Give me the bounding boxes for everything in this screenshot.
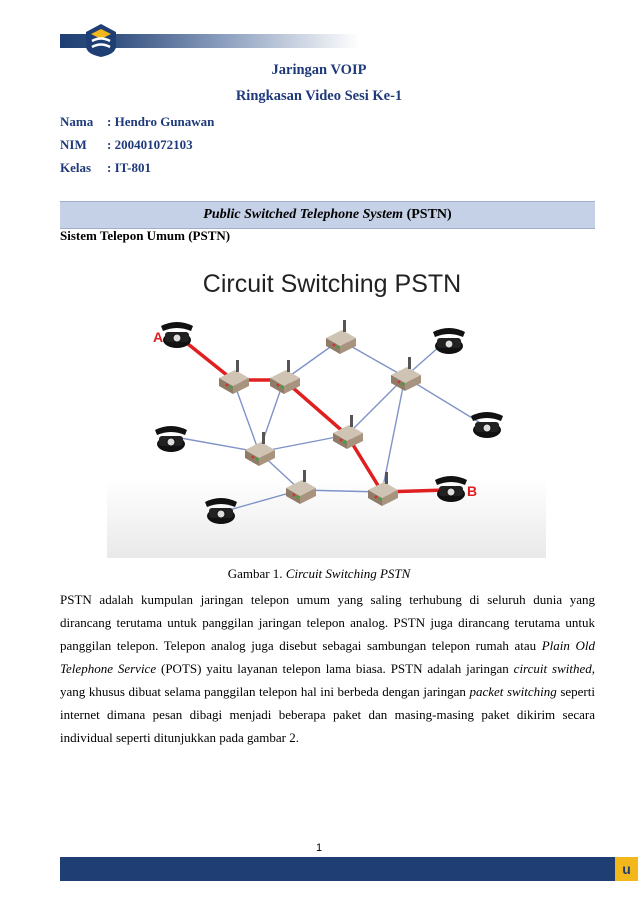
node-label-a: A bbox=[153, 329, 164, 345]
para-text-1: PSTN adalah kumpulan jaringan telepon umum yang saling terhubung di seluruh dunia yang dirancang terutama untuk panggilan jaringan telepon analog. PSTN juga dirancang terutama untuk panggilan telepon. Telepon analog juga disebut sebagai sambungan telepon rumah atau bbox=[60, 592, 595, 653]
figure-heading: Circuit Switching PSTN bbox=[202, 270, 462, 298]
para-italic-3: packet switching bbox=[469, 684, 557, 699]
section-title-abbr: (PSTN) bbox=[403, 207, 452, 222]
section-subheading: Sistem Telepon Umum (PSTN) bbox=[60, 228, 231, 243]
node-label-b: B bbox=[467, 483, 478, 499]
figure-caption bbox=[0, 566, 638, 582]
page-number: 1 bbox=[315, 842, 323, 854]
document-title: Jaringan VOIP bbox=[271, 62, 367, 78]
para-text-4: seperti internet dimana pesan dibagi menjadi beberapa paket dan masing-masing paket dikirim secara individual seperti ditunjukkan pada gambar 2. bbox=[60, 684, 595, 745]
student-name-row bbox=[60, 114, 214, 130]
student-nim-row bbox=[60, 137, 193, 153]
section-title-bar bbox=[60, 201, 595, 229]
document-subtitle: Ringkasan Video Sesi Ke-1 bbox=[235, 88, 403, 104]
nim-label: NIM bbox=[60, 137, 87, 152]
student-class-row bbox=[60, 160, 151, 176]
university-logo bbox=[84, 22, 118, 58]
class-label: Kelas bbox=[60, 160, 92, 175]
para-text-2: (POTS) yaitu layanan telepon lama biasa. PSTN adalah jaringan bbox=[156, 661, 514, 676]
class-value: : IT-801 bbox=[107, 160, 151, 175]
para-text-3: , yang khusus dibuat selama panggilan telepon hal ini berbeda dengan jaringan bbox=[60, 661, 595, 699]
section-title-italic: Public Switched Telephone System bbox=[203, 207, 404, 222]
pstn-figure bbox=[107, 252, 546, 558]
footer-tab: u bbox=[615, 857, 638, 881]
body-paragraph bbox=[60, 588, 595, 749]
para-italic-2: circuit swithed bbox=[513, 661, 592, 676]
footer-bar bbox=[60, 857, 615, 881]
nim-value: : 200401072103 bbox=[107, 137, 193, 152]
name-value: : Hendro Gunawan bbox=[107, 114, 215, 129]
caption-italic: Circuit Switching PSTN bbox=[285, 566, 411, 581]
caption-prefix: Gambar 1. bbox=[227, 566, 286, 581]
para-italic-1: Plain Old Telephone Service bbox=[60, 638, 595, 676]
name-label: Nama bbox=[60, 114, 94, 129]
